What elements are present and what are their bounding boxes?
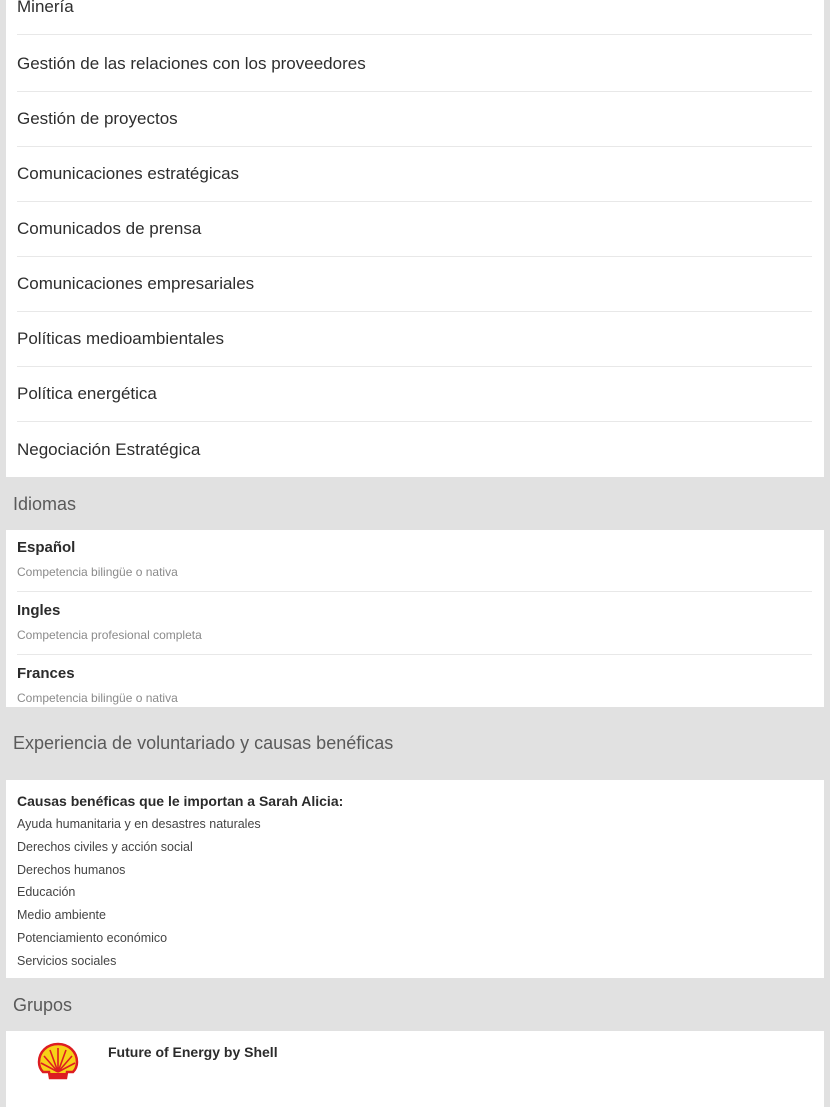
language-name: Frances: [17, 665, 75, 682]
causes-list: [17, 816, 261, 976]
skill-label: Gestión de las relaciones con los proveedores: [17, 54, 366, 73]
languages-section-title: Idiomas: [13, 494, 77, 514]
volunteering-section-title: Experiencia de voluntariado y causas benéficas: [13, 733, 394, 753]
skill-item[interactable]: [17, 37, 812, 92]
skill-label: Comunicaciones empresariales: [17, 274, 255, 293]
language-item[interactable]: [17, 656, 812, 718]
skill-label: Minería: [17, 0, 74, 16]
groups-card: [6, 1031, 824, 1107]
language-item[interactable]: [17, 593, 812, 655]
cause-item: Medio ambiente: [17, 908, 106, 923]
skill-label: Comunicaciones estratégicas: [17, 164, 240, 183]
causes-card: [6, 780, 824, 978]
skill-label: Negociación Estratégica: [17, 440, 201, 459]
languages-card: [6, 530, 824, 707]
cause-item: Derechos civiles y acción social: [17, 839, 193, 854]
language-level: Competencia bilingüe o nativa: [17, 691, 178, 705]
skills-card: [6, 0, 824, 477]
skill-label: Políticas medioambientales: [17, 329, 224, 348]
shell-logo-icon[interactable]: [37, 1042, 79, 1082]
skill-item[interactable]: [17, 0, 812, 35]
language-name: Español: [17, 539, 76, 556]
skill-item[interactable]: [17, 92, 812, 147]
skill-item[interactable]: [17, 422, 812, 477]
language-level: Competencia profesional completa: [17, 628, 202, 642]
cause-item: Potenciamiento económico: [17, 930, 168, 945]
language-name: Ingles: [17, 602, 61, 619]
groups-section-title: Grupos: [13, 995, 73, 1015]
cause-item: Servicios sociales: [17, 953, 117, 968]
language-level: Competencia bilingüe o nativa: [17, 565, 178, 579]
skill-label: Política energética: [17, 384, 157, 403]
cause-item: Ayuda humanitaria y en desastres naturales: [17, 817, 261, 831]
causes-heading: Causas benéficas que le importan a Sarah Alicia:: [17, 793, 344, 809]
skill-label: Gestión de proyectos: [17, 109, 178, 128]
skill-item[interactable]: [17, 367, 812, 422]
language-item[interactable]: [17, 530, 812, 592]
skill-item[interactable]: [17, 147, 812, 202]
cause-item: Derechos humanos: [17, 862, 126, 877]
skill-item[interactable]: [17, 257, 812, 312]
skill-item[interactable]: [17, 312, 812, 367]
group-name-link[interactable]: Future of Energy by Shell: [108, 1044, 278, 1060]
skill-label: Comunicados de prensa: [17, 219, 202, 238]
cause-item: Educación: [17, 885, 76, 900]
skill-item[interactable]: [17, 202, 812, 257]
